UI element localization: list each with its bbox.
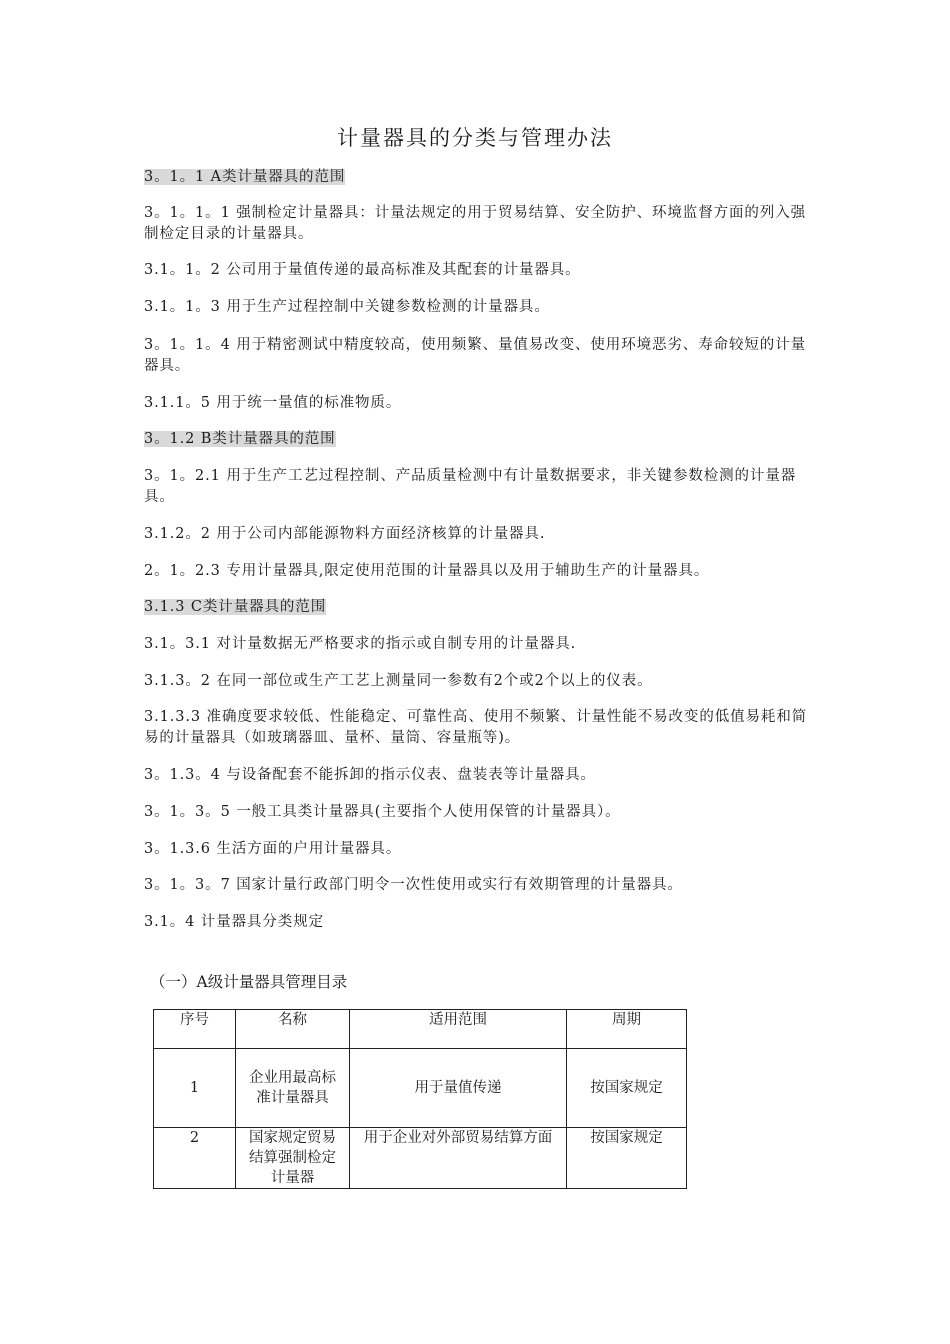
- table-cell: 按国家规定: [567, 1128, 687, 1189]
- table-cell: 按国家规定: [567, 1049, 687, 1128]
- table-cell: 国家规定贸易结算强制检定计量器: [236, 1128, 350, 1189]
- column-header: 名称: [236, 1010, 350, 1049]
- paragraph: 3.1。1。2 公司用于量值传递的最高标准及其配套的计量器具。: [144, 262, 581, 278]
- paragraph: 3。1。1。4 用于精密测试中精度较高，使用频繁、量值易改变、使用环境恶劣、寿命较短的计量器具。: [144, 337, 807, 374]
- table-cell: 用于企业对外部贸易结算方面: [350, 1128, 567, 1189]
- table-cell: 企业用最高标准计量器具: [236, 1049, 350, 1128]
- section-heading-c: 3.1.3 C类计量器具的范围: [144, 599, 327, 615]
- table-header-row: [154, 1010, 687, 1049]
- table-cell: 1: [154, 1049, 236, 1128]
- column-header: 适用范围: [350, 1010, 567, 1049]
- paragraph: 3.1.3。2 在同一部位或生产工艺上测量同一参数有2个或2个以上的仪表。: [144, 673, 653, 689]
- paragraph: 3.1。3.1 对计量数据无严格要求的指示或自制专用的计量器具.: [144, 636, 577, 652]
- paragraph: 3.1.2。2 用于公司内部能源物料方面经济核算的计量器具.: [144, 526, 546, 542]
- paragraph: 3。1。3。5 一般工具类计量器具(主要指个人使用保管的计量器具）。: [144, 804, 621, 820]
- paragraph: 3.1.1。5 用于统一量值的标准物质。: [144, 395, 402, 411]
- table-caption: （一）A级计量器具管理目录: [150, 973, 348, 991]
- column-header: 周期: [567, 1010, 687, 1049]
- paragraph: 3。1.3。4 与设备配套不能拆卸的指示仪表、盘装表等计量器具。: [144, 767, 596, 783]
- table-cell: 用于量值传递: [350, 1049, 567, 1128]
- paragraph: 3。1.3.6 生活方面的户用计量器具。: [144, 841, 402, 857]
- column-header: 序号: [154, 1010, 236, 1049]
- paragraph: 3.1.3.3 准确度要求较低、性能稳定、可靠性高、使用不频繁、计量性能不易改变的低值易耗和简易的计量器具（如玻璃器皿、量杯、量筒、容量瓶等)。: [144, 709, 808, 746]
- paragraph: 3。1。2.1 用于生产工艺过程控制、产品质量检测中有计量数据要求，非关键参数检测的计量器具。: [144, 468, 797, 505]
- paragraph: 2。1。2.3 专用计量器具,限定使用范围的计量器具以及用于辅助生产的计量器具。: [144, 563, 710, 579]
- a-class-catalog-table: [153, 1009, 687, 1189]
- section-heading-a: 3。1。1 A类计量器具的范围: [144, 169, 346, 185]
- section-heading-b: 3。1.2 B类计量器具的范围: [144, 431, 336, 447]
- table-cell: 2: [154, 1128, 236, 1189]
- table-row: [154, 1049, 687, 1128]
- paragraph: 3.1。1。3 用于生产过程控制中关键参数检测的计量器具。: [144, 299, 550, 315]
- paragraph: 3.1。4 计量器具分类规定: [144, 914, 324, 930]
- paragraph: 3。1。1。1 强制检定计量器具：计量法规定的用于贸易结算、安全防护、环境监督方面的列入强制检定目录的计量器具。: [144, 205, 807, 242]
- paragraph: 3。1。3。7 国家计量行政部门明令一次性使用或实行有效期管理的计量器具。: [144, 877, 683, 893]
- table-row: [154, 1128, 687, 1189]
- page-title: 计量器具的分类与管理办法: [337, 126, 613, 150]
